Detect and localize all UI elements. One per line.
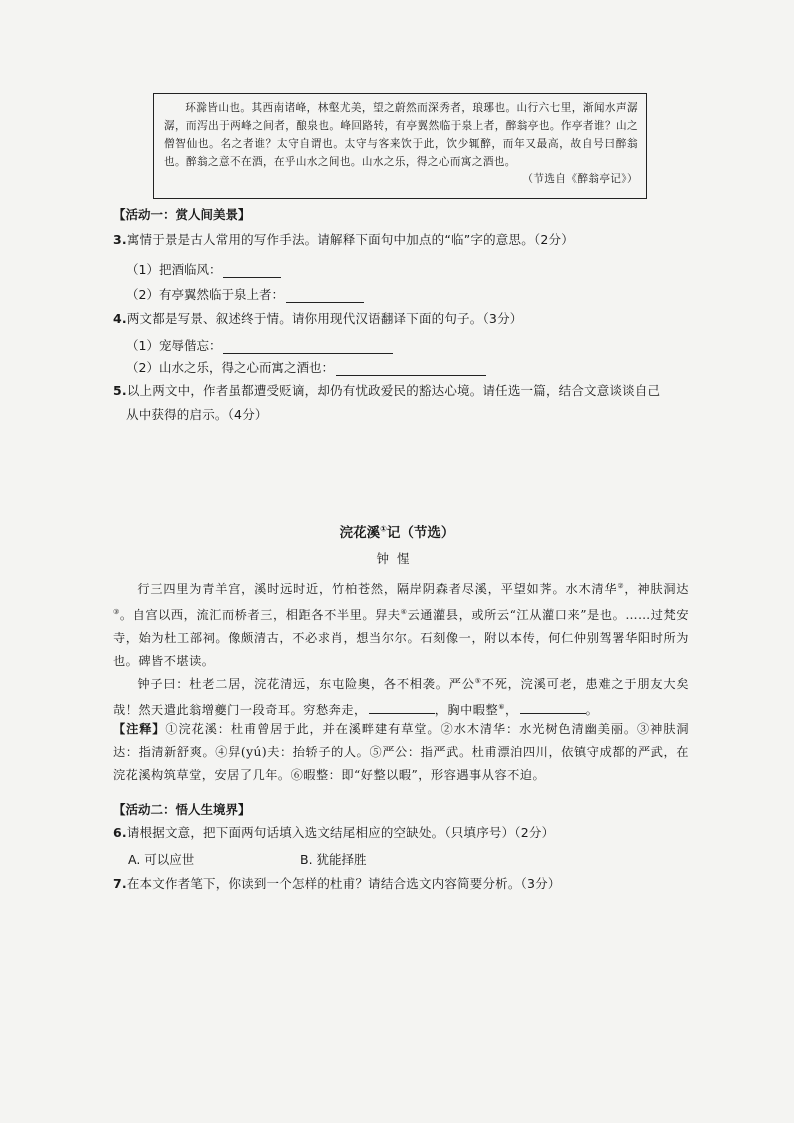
article-notes: 【注释】①浣花溪：杜甫曾居于此，并在溪畔建有草堂。②水木清华：水光树色清幽美丽。③神肤洞达：指清新舒爽。④舁(yú)夫：抬轿子的人。⑤严公：指严武。杜甫漂泊四川，依镇守成都的严武，在浣花溪构筑草堂，安居了几年。⑥暇整：即“好整以暇”，形容遇事从容不迫。 (113, 722, 690, 782)
option-b: B. 犹能择胜 (300, 852, 367, 867)
question-3: 3.寓情于景是古人常用的写作手法。请解释下面句中加点的“临”字的意思。（2分） (113, 232, 574, 247)
question-3-sub-1: （1）把酒临风： (126, 260, 281, 278)
question-4-sub-2: （2）山水之乐，得之心而寓之酒也： (126, 358, 486, 376)
option-a: A. 可以应世 (128, 852, 195, 867)
answer-blank-1[interactable] (369, 700, 435, 714)
question-3-sub-2: （2）有亭翼然临于泉上者： (126, 285, 364, 303)
answer-blank[interactable] (223, 263, 281, 278)
article-paragraph-1: 行三四里为青羊宫，溪时远时近，竹柏苍然，隔岸阴森者尽溪，平望如荠。水木清华②，神肤洞达③。自宫以西，流汇而桥者三，相距各不半里。舁夫④云通灌县，或所云“江从灌口来”是也。……过梵安寺，始为杜工部祠。像颇清古，不必求肖，想当尔尔。石刻像一，附以本传，何仁仲别驾署华阳时所为也。碑皆不堪读。 (113, 582, 690, 669)
activity-one-heading: 【活动一：赏人间美景】 (113, 207, 251, 222)
question-6: 6.请根据文意，把下面两句话填入选文结尾相应的空缺处。（只填序号）（2分） (113, 825, 555, 840)
answer-blank[interactable] (223, 339, 393, 354)
question-7: 7.在本文作者笔下，你读到一个怎样的杜甫？请结合选文内容简要分析。（3分） (113, 876, 561, 891)
passage-source: （节选自《醉翁亭记》） (522, 173, 638, 185)
question-4-sub-1: （1）宠辱偕忘： (126, 336, 393, 354)
classical-passage-box (153, 93, 647, 199)
answer-blank[interactable] (336, 361, 486, 376)
passage-body: 环滁皆山也。其西南诸峰，林壑尤美，望之蔚然而深秀者，琅琊也。山行六七里，渐闻水声潺潺，而泻出于两峰之间者，酿泉也。峰回路转，有亭翼然临于泉上者，醉翁亭也。作亭者谁？山之僧智仙也。名之者谁？太守自谓也。太守与客来饮于此，饮少辄醉，而年又最高，故自号曰醉翁也。醉翁之意不在酒，在乎山水之间也。山水之乐，得之心而寓之酒也。 (164, 102, 638, 168)
answer-blank-2[interactable] (520, 700, 586, 714)
activity-two-heading: 【活动二：悟人生境界】 (113, 802, 251, 817)
question-4: 4.两文都是写景、叙述终于情。请你用现代汉语翻译下面的句子。（3分） (113, 311, 523, 326)
article-author: 钟惺 (376, 551, 418, 566)
article-paragraph-2: 钟子曰：杜老二居，浣花清远，东屯险奥，各不相袭。严公⑤不死，浣溪可老，患难之于朋友大矣哉！然天遣此翁增夔门一段奇耳。穷愁奔走， ，胸中暇整⑥， 。 (113, 677, 690, 718)
answer-blank[interactable] (286, 288, 364, 303)
article-title: 浣花溪①记（节选） (339, 524, 455, 541)
question-5: 5.以上两文中，作者虽都遭受贬谪，却仍有忧政爱民的豁达心境。请任选一篇，结合文意谈谈自己 从中获得的启示。（4分） (113, 383, 661, 422)
